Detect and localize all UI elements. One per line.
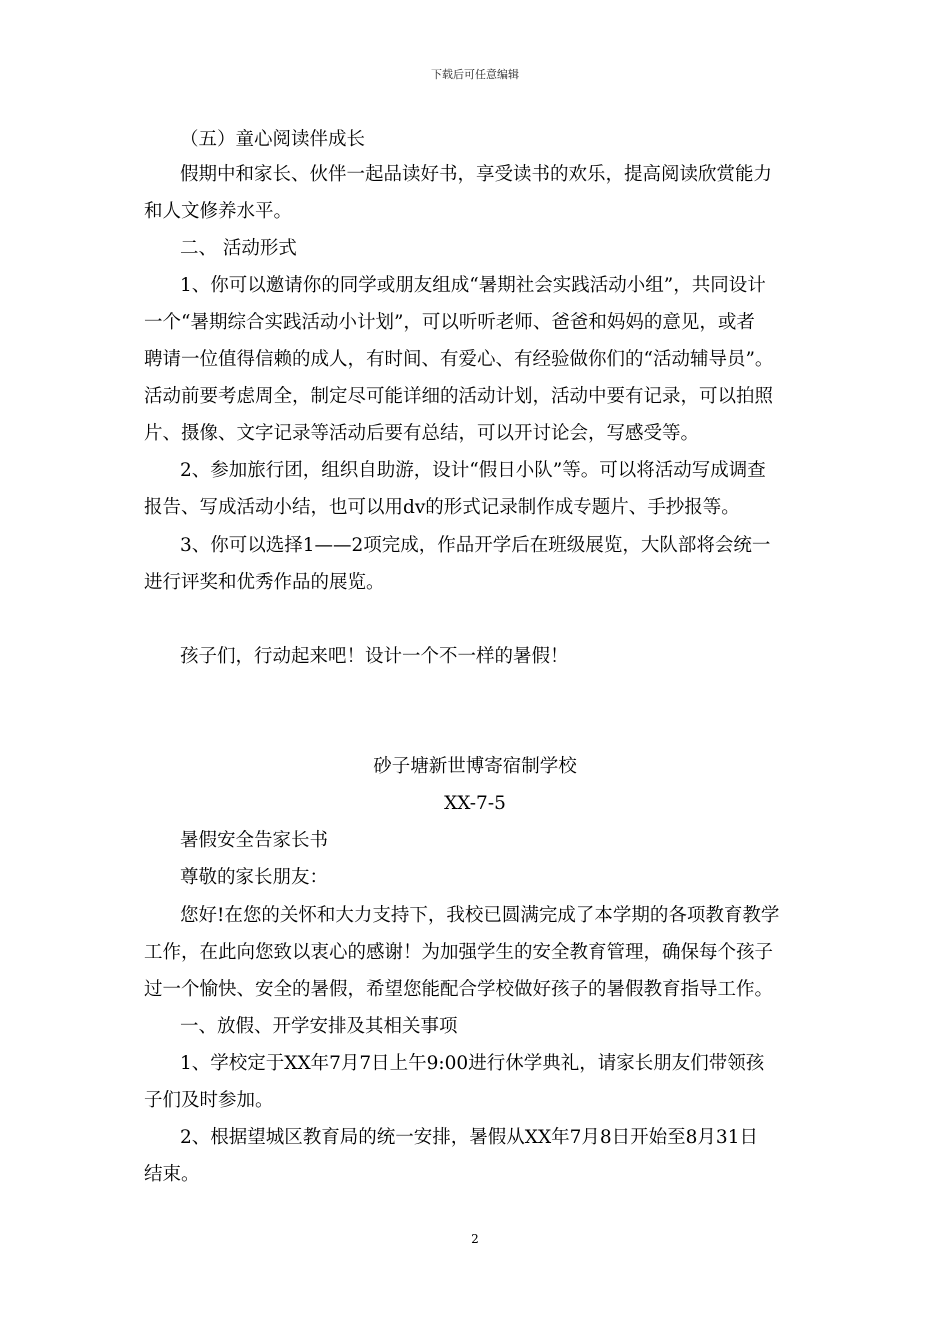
paragraph-line: 结束。 (144, 1164, 200, 1185)
paragraph-line: 您好!在您的关怀和大力支持下，我校已圆满完成了本学期的各项教育教学 (180, 905, 780, 926)
paragraph-line: 工作，在此向您致以衷心的感谢！为加强学生的安全教育管理，确保每个孩子 (144, 942, 774, 963)
salutation: 尊敬的家长朋友： (180, 867, 329, 888)
paragraph-line: 子们及时参加。 (144, 1090, 274, 1111)
school-name: 砂子塘新世博寄宿制学校 (373, 756, 577, 777)
section-heading: （五）童心阅读伴成长 (180, 129, 366, 150)
page-number: 2 (471, 1232, 479, 1246)
letter-title: 暑假安全告家长书 (180, 830, 329, 851)
paragraph-line: 聘请一位值得信赖的成人，有时间、有爱心、有经验做你们的“活动辅导员”。 (144, 349, 774, 370)
paragraph-line: 1、学校定于XX年7月7日上午9:00进行休学典礼，请家长朋友们带领孩 (180, 1053, 765, 1074)
paragraph-line: 报告、写成活动小结，也可以用dv的形式记录制作成专题片、手抄报等。 (144, 497, 740, 518)
paragraph-line: 假期中和家长、伙伴一起品读好书，享受读书的欢乐，提高阅读欣赏能力 (180, 164, 773, 185)
paragraph-line: 1、你可以邀请你的同学或朋友组成“暑期社会实践活动小组”，共同设计 (180, 275, 766, 296)
paragraph-line: 3、你可以选择1——2项完成，作品开学后在班级展览，大队部将会统一 (180, 535, 771, 556)
closing-line: 孩子们，行动起来吧！设计一个不一样的暑假！ (180, 646, 569, 667)
paragraph-line: 和人文修养水平。 (144, 201, 293, 222)
paragraph-line: 过一个愉快、安全的暑假，希望您能配合学校做好孩子的暑假教育指导工作。 (144, 979, 774, 1000)
paragraph-line: 一个“暑期综合实践活动小计划”，可以听听老师、爸爸和妈妈的意见，或者 (144, 312, 755, 333)
section-heading: 二、 活动形式 (180, 238, 297, 259)
paragraph-line: 片、摄像、文字记录等活动后要有总结，可以开讨论会，写感受等。 (144, 423, 700, 444)
date-line: XX-7-5 (444, 793, 506, 814)
page-header: 下载后可任意编辑 (431, 68, 519, 81)
paragraph-line: 2、根据望城区教育局的统一安排，暑假从XX年7月8日开始至8月31日 (180, 1127, 758, 1148)
paragraph-line: 活动前要考虑周全，制定尽可能详细的活动计划，活动中要有记录，可以拍照 (144, 386, 774, 407)
paragraph-line: 2、参加旅行团，组织自助游，设计“假日小队”等。可以将活动写成调查 (180, 460, 766, 481)
section-heading: 一、放假、开学安排及其相关事项 (180, 1016, 458, 1037)
paragraph-line: 进行评奖和优秀作品的展览。 (144, 572, 385, 593)
